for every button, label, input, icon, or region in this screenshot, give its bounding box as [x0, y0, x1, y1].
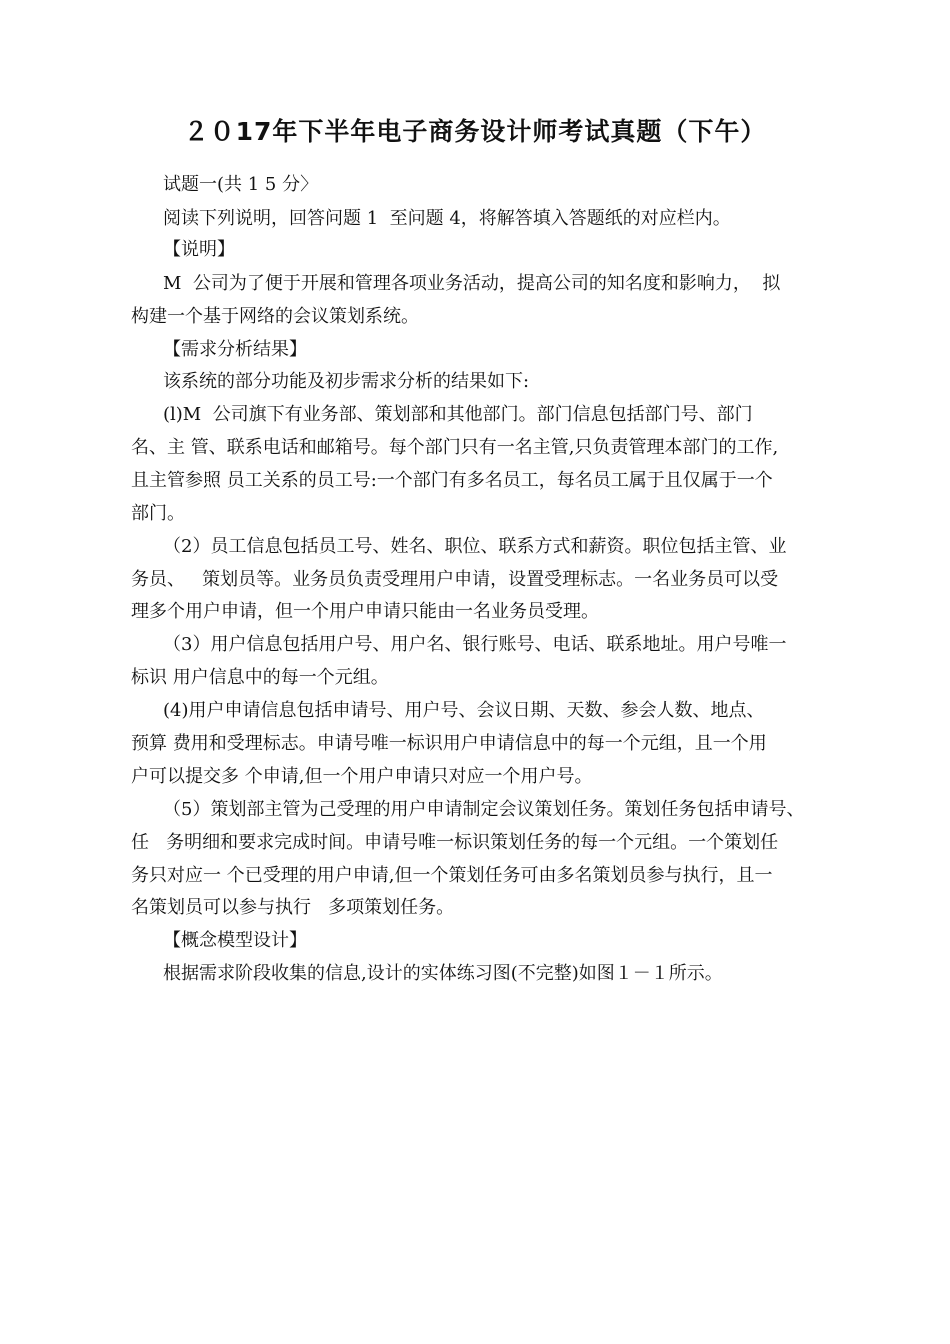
paragraph-line: (l)M 公司旗下有业务部、策划部和其他部门。部门信息包括部门号、部门 — [163, 404, 753, 425]
instruction-line: 阅读下列说明，回答问题 1 至问题 4，将解答填入答题纸的对应栏内。 — [163, 208, 731, 229]
document-title: ２０17年下半年电子商务设计师考试真题（下午） — [183, 117, 767, 146]
paragraph-line: （3）用户信息包括用户号、用户名、银行账号、电话、联系地址。用户号唯一 — [163, 634, 787, 655]
paragraph-line: 标识 用户信息中的每一个元组。 — [131, 667, 389, 688]
paragraph-line: 该系统的部分功能及初步需求分析的结果如下: — [163, 371, 530, 392]
paragraph-line: 理多个用户申请，但一个用户申请只能由一名业务员受理。 — [131, 601, 599, 622]
paragraph-line: (4)用户申请信息包括申请号、用户号、会议日期、天数、参会人数、地点、 — [163, 700, 765, 721]
paragraph-line: 务员、 策划员等。业务员负责受理用户申请，设置受理标志。一名业务员可以受 — [131, 569, 779, 590]
question-header: 试题一(共 1 5 分〉 — [163, 174, 319, 195]
paragraph-line: M 公司为了便于开展和管理各项业务活动，提高公司的知名度和影响力， 拟 — [163, 273, 781, 294]
paragraph-line: 务只对应一 个已受理的用户申请,但一个策划任务可由多名策划员参与执行，且一 — [131, 865, 773, 886]
section-heading-concept-model: 【概念模型设计】 — [163, 930, 307, 951]
paragraph-line: 预算 费用和受理标志。申请号唯一标识用户申请信息中的每一个元组，且一个用 — [131, 733, 767, 754]
paragraph-line: 任 务明细和要求完成时间。申请号唯一标识策划任务的每一个元组。一个策划任 — [131, 832, 779, 853]
paragraph-line: 户可以提交多 个申请,但一个用户申请只对应一个用户号。 — [131, 766, 593, 787]
paragraph-line: 名策划员可以参与执行 多项策划任务。 — [131, 897, 455, 918]
paragraph-line: （5）策划部主管为己受理的用户申请制定会议策划任务。策划任务包括申请号、 — [163, 799, 805, 820]
paragraph-line: 部门。 — [131, 503, 185, 524]
paragraph-line: （2）员工信息包括员工号、姓名、职位、联系方式和薪资。职位包括主管、业 — [163, 536, 787, 557]
paragraph-line: 且主管参照 员工关系的员工号:一个部门有多名员工，每名员工属于且仅属于一个 — [131, 470, 773, 491]
section-heading-requirements: 【需求分析结果】 — [163, 339, 307, 360]
paragraph-line: 构建一个基于网络的会议策划系统。 — [131, 306, 419, 327]
paragraph-line: 名、主 管、联系电话和邮箱号。每个部门只有一名主管,只负责管理本部门的工作, — [131, 437, 779, 458]
paragraph-line: 根据需求阶段收集的信息,设计的实体练习图(不完整)如图１－１所示。 — [163, 963, 723, 984]
section-heading-description: 【说明】 — [163, 239, 235, 260]
